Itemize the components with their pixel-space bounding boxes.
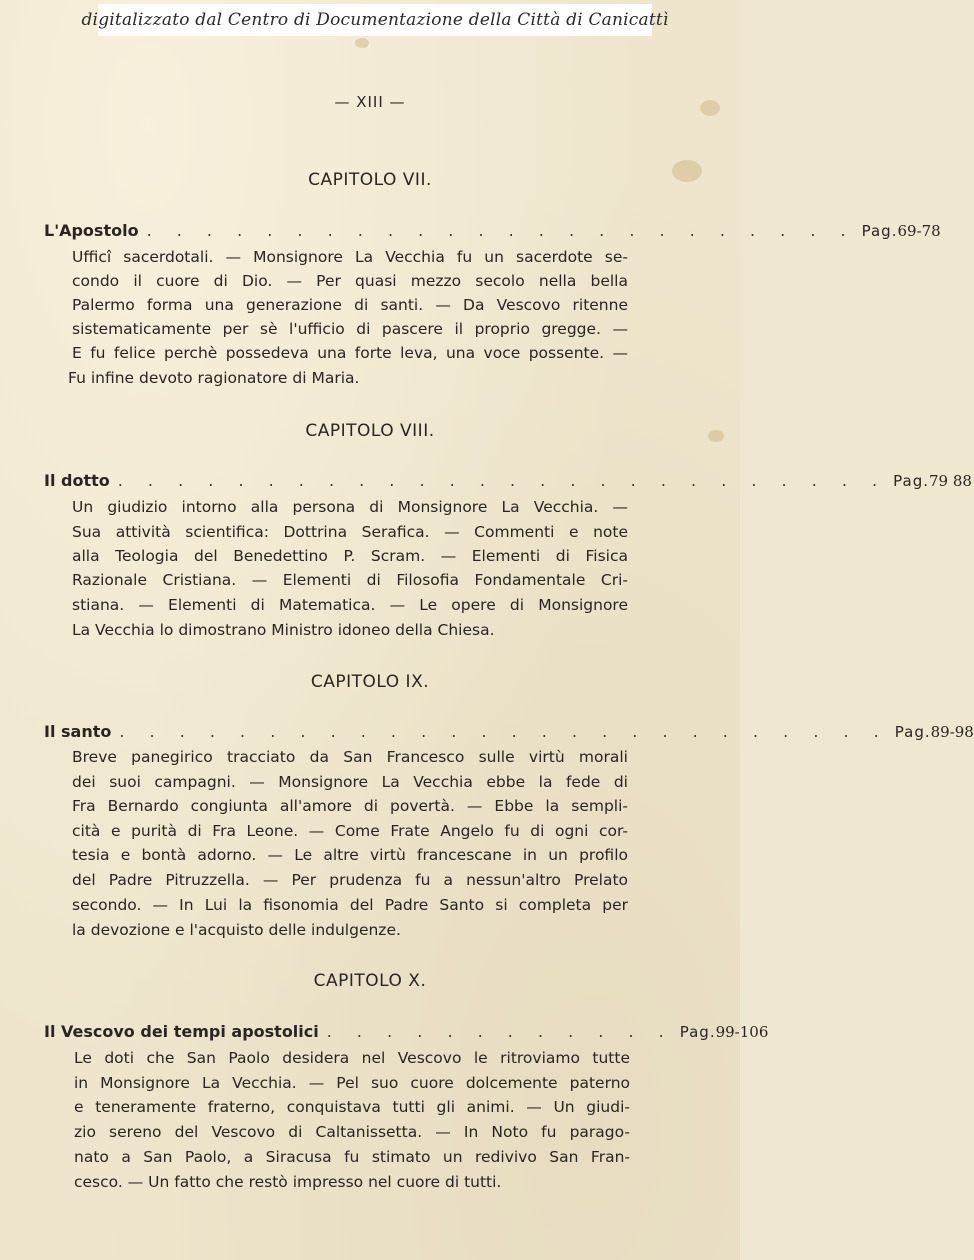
page-range: 69-78	[897, 222, 941, 240]
page-label: Pag.	[894, 723, 931, 741]
page-label: Pag.	[861, 222, 898, 240]
entry-heading: Il dotto	[44, 471, 110, 490]
entry-text-line: Fu infine devoto ragionatore di Maria.	[68, 369, 360, 387]
toc-entry	[44, 1022, 769, 1044]
entry-text-line: sistematicamente per sè l'ufficio di pascere il proprio gregge. —	[72, 320, 628, 338]
leader-dots: . . . . . . . . . . . . . . . . . . . . . . . . . .	[117, 471, 888, 490]
page-label: Pag.	[679, 1023, 716, 1041]
chapter-title: CAPITOLO X.	[313, 971, 427, 991]
entry-text-line: alla Teologia del Benedettino P. Scram. — Elementi di Fisica	[72, 547, 628, 565]
toc-entry	[44, 221, 941, 243]
entry-text-line: Le doti che San Paolo desidera nel Vescovo le ritroviamo tutte	[74, 1049, 630, 1067]
entry-text-line: stiana. — Elementi di Matematica. — Le opere di Monsignore	[72, 596, 628, 614]
entry-text-line: nato a San Paolo, a Siracusa fu stimato un redivivo San Fran-	[74, 1148, 630, 1166]
entry-heading: Il santo	[44, 722, 112, 741]
leader-dots: . . . . . . . . . . . . . . . . . . . . . . . .	[146, 221, 856, 240]
toc-entry	[44, 722, 974, 744]
entry-text-line: del Padre Pitruzzella. — Per prudenza fu a nessun'altro Prelato	[72, 871, 628, 889]
entry-text-line: cità e purità di Fra Leone. — Come Frate Angelo fu di ogni cor-	[72, 822, 628, 840]
entry-heading: Il Vescovo dei tempi apostolici	[44, 1022, 319, 1041]
entry-text-line: Un giudizio intorno alla persona di Monsignore La Vecchia. —	[72, 498, 628, 516]
leader-dots: . . . . . . . . . . . . . . . . . . . . . . . . . .	[119, 722, 889, 741]
entry-text-line: cesco. — Un fatto che restò impresso nel cuore di tutti.	[74, 1173, 502, 1191]
entry-text-line: in Monsignore La Vecchia. — Pel suo cuore dolcemente paterno	[74, 1074, 630, 1092]
entry-text-line: Fra Bernardo congiunta all'amore di povertà. — Ebbe la sempli-	[72, 797, 628, 815]
entry-text-line: La Vecchia lo dimostrano Ministro idoneo della Chiesa.	[72, 621, 495, 639]
entry-text-line: tesia e bontà adorno. — Le altre virtù francescane in un profilo	[72, 846, 628, 864]
chapter-title: CAPITOLO VII.	[308, 170, 432, 190]
entry-text-line: zio sereno del Vescovo di Caltanissetta. — In Noto fu parago-	[74, 1123, 630, 1141]
entry-heading: L'Apostolo	[44, 221, 139, 240]
entry-text-line: Sua attività scientifica: Dottrina Serafica. — Commenti e note	[72, 523, 628, 541]
entry-text-line: Razionale Cristiana. — Elementi di Filosofia Fondamentale Cri-	[72, 571, 628, 589]
entry-text-line: Breve panegirico tracciato da San Francesco sulle virtù morali	[72, 748, 628, 766]
entry-text-line: E fu felice perchè possedeva una forte leva, una voce possente. —	[72, 344, 628, 362]
entry-text-line: dei suoi campagni. — Monsignore La Vecchia ebbe la fede di	[72, 773, 628, 791]
page-range: 79 88	[929, 472, 972, 490]
page-range: 99-106	[715, 1023, 769, 1041]
page-range: 89-98	[930, 723, 974, 741]
entry-text-line: condo il cuore di Dio. — Per quasi mezzo secolo nella bella	[72, 272, 628, 290]
entry-text-line: Ufficî sacerdotali. — Monsignore La Vecchia fu un sacerdote se-	[72, 248, 628, 266]
entry-text-line: secondo. — In Lui la fisonomia del Padre Santo si completa per	[72, 896, 628, 914]
entry-text-line: la devozione e l'acquisto delle indulgenze.	[72, 921, 401, 939]
page-label: Pag.	[893, 472, 929, 490]
leader-dots: . . . . . . . . . . . .	[326, 1022, 674, 1041]
entry-text-line: Palermo forma una generazione di santi. — Da Vescovo ritenne	[72, 296, 628, 314]
chapter-title: CAPITOLO IX.	[310, 672, 430, 692]
page-number: — XIII —	[334, 93, 406, 111]
digitization-watermark: digitalizzato dal Centro di Documentazione della Città di Canicattì	[98, 4, 652, 36]
chapter-title: CAPITOLO VIII.	[305, 421, 435, 441]
entry-text-line: e teneramente fraterno, conquistava tutti gli animi. — Un giudi-	[74, 1098, 630, 1116]
toc-entry	[44, 471, 972, 493]
